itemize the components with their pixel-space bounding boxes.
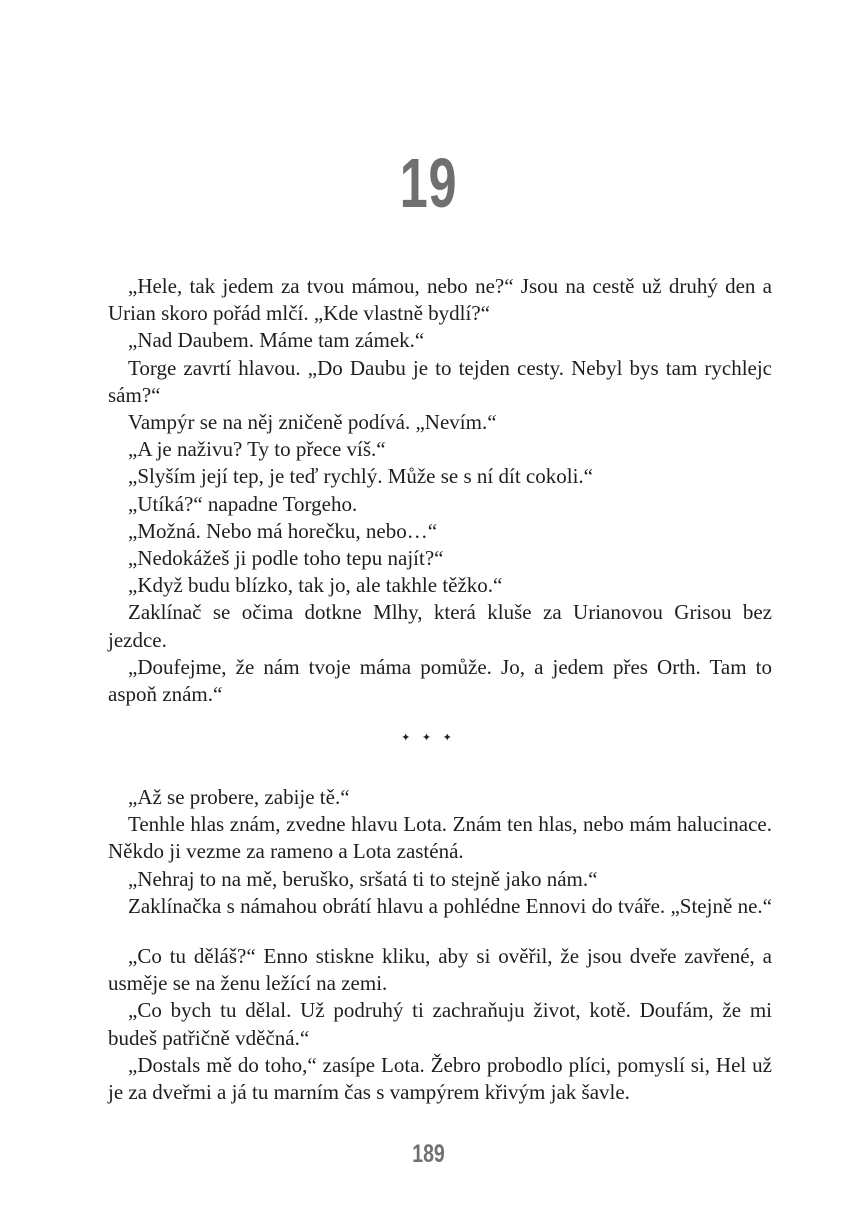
paragraph: Vampýr se na něj zničeně podívá. „Nevím.“ (128, 410, 497, 435)
paragraph: Zaklínač se očima dotkne Mlhy, která kluše za Urianovou Grisou bez jezdce. (108, 600, 772, 652)
paragraph: „A je naživu? Ty to přece víš.“ (128, 437, 386, 462)
section-separator: ✦ ✦ ✦ (401, 731, 456, 744)
paragraph: „Co tu děláš?“ Enno stiskne kliku, aby si ověřil, že jsou dveře zavřené, a usměje se na ženu ležící na zemi. (108, 944, 772, 996)
paragraph: Zaklínačka s námahou obrátí hlavu a pohlédne Ennovi do tváře. „Stejně ne.“ (128, 893, 772, 918)
paragraph: „Utíká?“ napadne Torgeho. (128, 491, 358, 516)
paragraph: „Možná. Nebo má horečku, nebo…“ (128, 518, 438, 543)
paragraph: „Hele, tak jedem za tvou mámou, nebo ne?“ Jsou na cestě už druhý den a Urian skoro pořád mlčí. „Kde vlastně bydlí?“ (108, 274, 772, 326)
paragraph: „Nehraj to na mě, beruško, sršatá ti to stejně jako nám.“ (128, 866, 598, 891)
paragraph: Torge zavrtí hlavou. „Do Daubu je to tejden cesty. Nebyl bys tam rychlejc sám?“ (108, 355, 772, 407)
paragraph: „Slyším její tep, je teď rychlý. Může se s ní dít cokoli.“ (128, 464, 593, 489)
paragraph: Tenhle hlas znám, zvedne hlavu Lota. Znám ten hlas, nebo mám halucinace. Někdo ji vezme za rameno a Lota zasténá. (108, 812, 772, 864)
paragraph: „Až se probere, zabije tě.“ (128, 785, 350, 809)
paragraph: „Co bych tu dělal. Už podruhý ti zachraňuju život, kotě. Doufám, že mi budeš patřičně vděčná.“ (108, 998, 772, 1050)
text-block-continuation (108, 943, 772, 1106)
paragraph: „Když budu blízko, tak jo, ale takhle těžko.“ (128, 573, 503, 598)
paragraph: „Nedokážeš ji podle toho tepu najít?“ (128, 546, 444, 571)
text-block-opening (108, 273, 772, 708)
page-number: 189 (412, 1140, 445, 1168)
paragraph: „Dostals mě do toho,“ zasípe Lota. Žebro probodlo plíci, pomyslí si, Hel už je za dveřmi a já tu marním čas s vampýrem křivým jak šavle. (108, 1052, 772, 1105)
paragraph: „Doufejme, že nám tvoje máma pomůže. Jo, a jedem přes Orth. Tam to aspoň znám.“ (108, 654, 772, 707)
paragraph: „Nad Daubem. Máme tam zámek.“ (128, 328, 425, 353)
chapter-number: 19 (399, 144, 458, 222)
text-block-scene-break (108, 784, 772, 920)
